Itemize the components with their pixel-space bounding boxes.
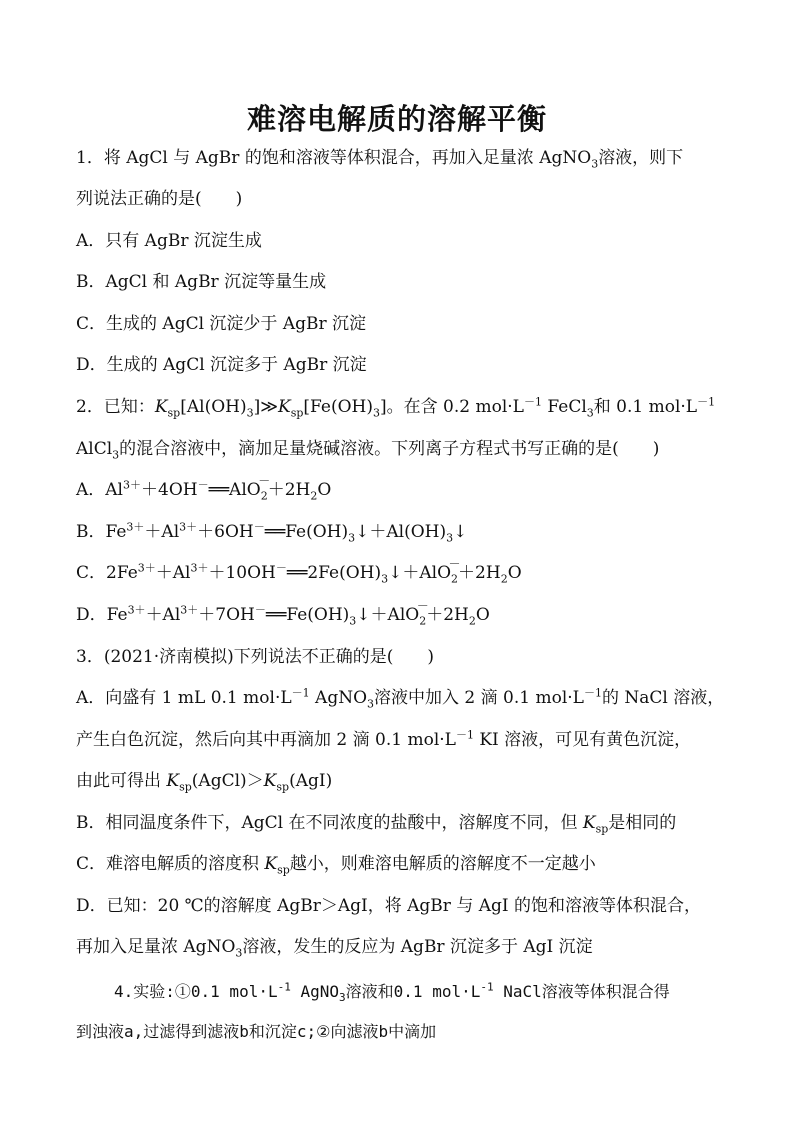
q2-option-a: A．$Al^{3+}+4OH^-══AlO$ － $_2+2H_2O$ bbox=[76, 474, 332, 503]
q2-option-d: D．$Fe^{3+}+Al^{3+}+7OH^-══Fe(OH)_3↓+AlO$ － $_2+2H_2O$ bbox=[76, 599, 490, 628]
q3-option-b: B．相同温度条件下，AgCl 在不同浓度的盐酸中，溶解度不同，但 $K_{sp}$是相同的 bbox=[76, 813, 677, 836]
q2-option-b: B．$Fe^{3+}+Al^{3+}+6OH^-══Fe(OH)_3↓+Al(OH)_3↓$ bbox=[76, 520, 468, 545]
q2-stem-line2: AlCl$_3$的混合溶液中，滴加足量烧碱溶液。下列离子方程式书写正确的是( ) bbox=[76, 439, 660, 462]
q1-option-a: A．只有 AgBr 沉淀生成 bbox=[76, 231, 262, 251]
q3-option-c: C．难溶电解质的溶度积 $K_{sp}$越小，则难溶电解质的溶解度不一定越小 bbox=[76, 854, 596, 877]
q3-option-d-line1: D．已知：20 ℃的溶解度 AgBr＞AgI，将 AgBr 与 AgI 的饱和溶液等体积混合， bbox=[76, 896, 702, 916]
q4-stem-line2: 到浊液a,过滤得到滤液b和沉淀c;②向滤液b中滴加 bbox=[76, 1022, 437, 1041]
q1-option-d: D．生成的 AgCl 沉淀多于 AgBr 沉淀 bbox=[76, 355, 367, 375]
q4-stem-line1: 4.实验:①0.1 $mol\cdot L^{-1}$ AgNO$_3$溶液和0.1 $mol\cdot L^{-1}$ NaCl溶液等体积混合得 bbox=[114, 980, 670, 1005]
q1-option-b: B．AgCl 和 AgBr 沉淀等量生成 bbox=[76, 272, 327, 292]
q3-option-a-line2: 产生白色沉淀，然后向其中再滴加 2 滴 0.1 $mol\cdot L^{-1}$ KI 溶液，可见有黄色沉淀， bbox=[76, 728, 692, 750]
page-title: 难溶电解质的溶解平衡 bbox=[246, 102, 547, 136]
q2-stem-line1: 2．已知：$K_{sp}[Al(OH)_3]≫K_{sp}[Fe(OH)_3]$。在含 0.2 $mol\cdot L^{-1}$ FeCl$_3$和 0.1 $mol\cdot L^{-1}$ bbox=[76, 395, 716, 420]
q1-option-c: C．生成的 AgCl 沉淀少于 AgBr 沉淀 bbox=[76, 314, 367, 334]
q3-option-d-line2: 再加入足量浓 AgNO$_3$溶液，发生的反应为 AgBr 沉淀多于 AgI 沉淀 bbox=[76, 937, 593, 960]
q3-option-a-line3: 由此可得出 $K_{sp}(AgCl)>K_{sp}(AgI)$ bbox=[76, 771, 333, 794]
q1-stem-line2: 列说法正确的是( ) bbox=[76, 189, 243, 209]
q1-stem-line1: 1．将 AgCl 与 AgBr 的饱和溶液等体积混合，再加入足量浓 AgNO$_3$溶液，则下 bbox=[76, 148, 684, 171]
q3-option-a-line1: A．向盛有 1 mL 0.1 $mol\cdot L^{-1}$ AgNO$_3$溶液中加入 2 滴 0.1 $mol\cdot L^{-1}$的 NaCl 溶液， bbox=[76, 686, 725, 711]
q3-stem: 3．(2021·济南模拟)下列说法不正确的是( ) bbox=[76, 647, 435, 667]
q2-option-c: C．$2Fe^{3+}+Al^{3+}+10OH^-══2Fe(OH)_3↓+AlO$ － $_2+2H_2O$ bbox=[76, 557, 522, 586]
